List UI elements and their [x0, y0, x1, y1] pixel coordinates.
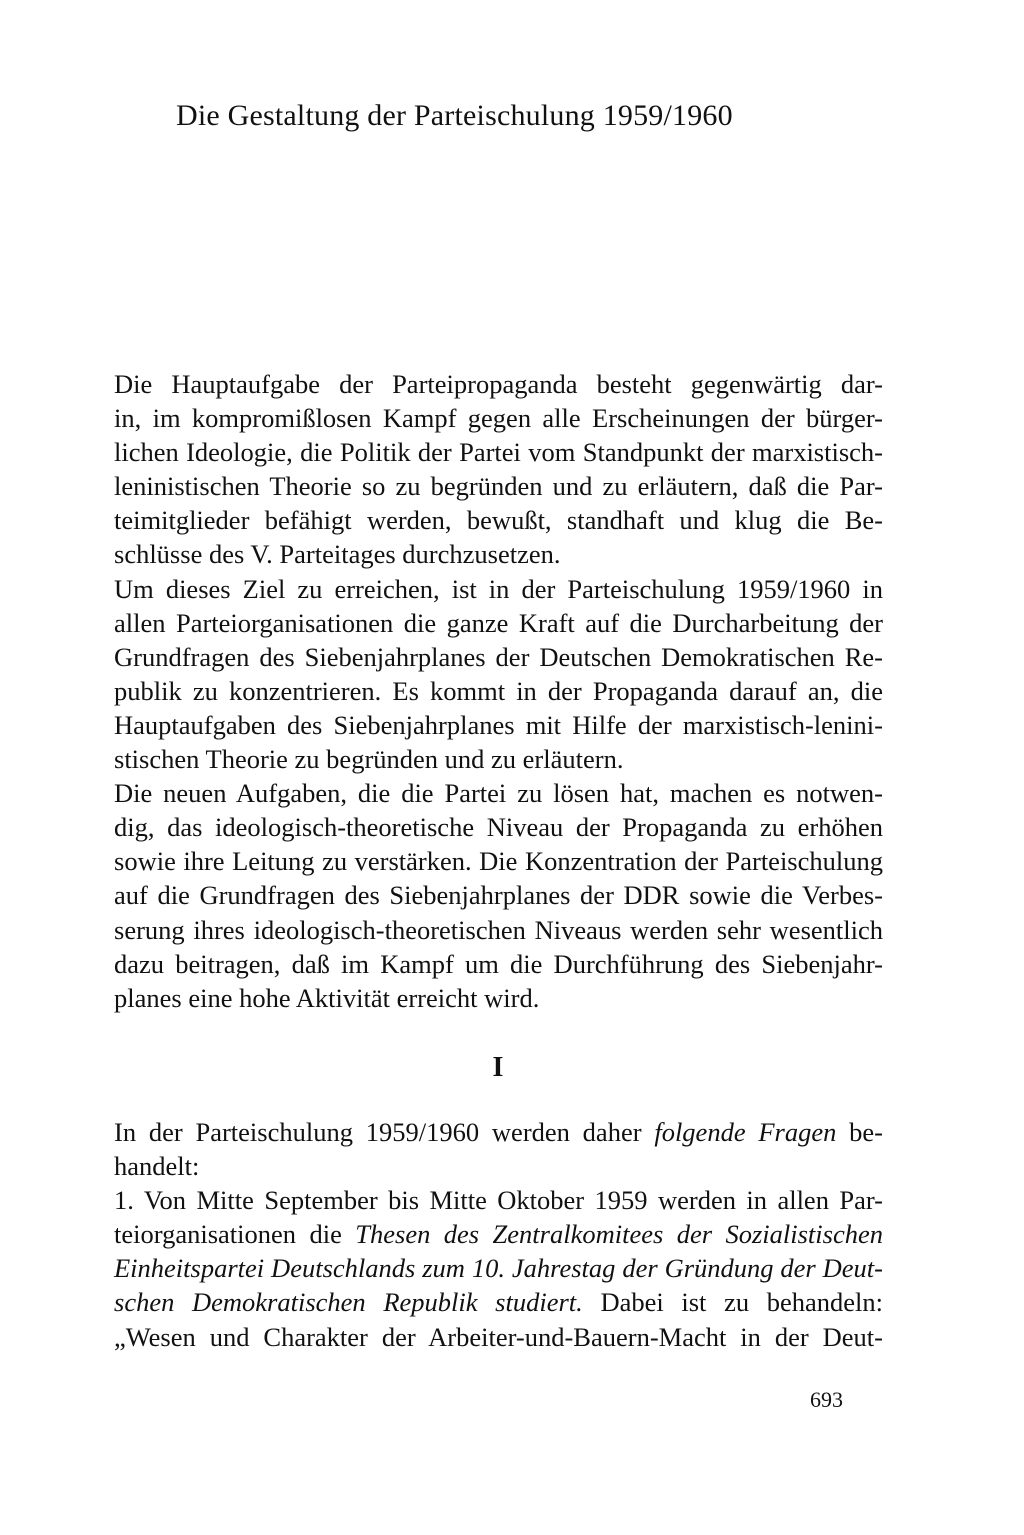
- text-line: „Wesen und Charakter der Arbeiter-und-Bauern-Macht in der Deut-: [114, 1321, 883, 1352]
- text-line: Um dieses Ziel zu erreichen, ist in der Parteischulung 1959/1960 in: [114, 573, 883, 604]
- intro-text: [114, 367, 883, 1015]
- text-line: sowie ihre Leitung zu verstärken. Die Konzentration der Parteischulung: [114, 846, 883, 877]
- text-line: planes eine hohe Aktivität erreicht wird.: [114, 982, 540, 1013]
- text-line: handelt:: [114, 1151, 200, 1182]
- page-title: Die Gestaltung der Parteischulung 1959/1960: [176, 99, 733, 132]
- section-text: [114, 1115, 883, 1354]
- text-line: schlüsse des V. Parteitages durchzusetzen.: [114, 539, 561, 570]
- text-line: leninistischen Theorie so zu begründen und zu erläutern, daß die Par-: [114, 471, 883, 502]
- text-line: 1. Von Mitte September bis Mitte Oktober 1959 werden in allen Par-: [114, 1185, 883, 1216]
- italic-phrase: Thesen des Zentralkomitees der Sozialistischen: [355, 1219, 883, 1250]
- text-line: serung ihres ideologisch-theoretischen Niveaus werden sehr wesentlich: [114, 914, 883, 945]
- italic-phrase: Einheitspartei Deutschlands zum 10. Jahrestag der Gründung der Deut-: [114, 1253, 883, 1284]
- text-line: teiorganisationen die Thesen des Zentralkomitees der Sozialistischen: [114, 1219, 883, 1250]
- text-line: publik zu konzentrieren. Es kommt in der Propaganda darauf an, die: [114, 675, 883, 706]
- text-line: dazu beitragen, daß im Kampf um die Durchführung des Siebenjahr-: [114, 948, 883, 979]
- text-line: Grundfragen des Siebenjahrplanes der Deutschen Demokratischen Re-: [114, 641, 883, 672]
- text-line: Die Hauptaufgabe der Parteipropaganda besteht gegenwärtig dar-: [114, 369, 883, 399]
- italic-phrase: folgende Fragen: [654, 1117, 837, 1147]
- text-line: Die neuen Aufgaben, die die Partei zu lösen hat, machen es notwen-: [114, 778, 883, 809]
- text-line: stischen Theorie zu begründen und zu erläutern.: [114, 744, 624, 775]
- text-line: auf die Grundfragen des Siebenjahrplanes der DDR sowie die Verbes-: [114, 880, 883, 911]
- text-line: dig, das ideologisch-theoretische Niveau der Propaganda zu erhöhen: [114, 812, 883, 843]
- text-line: [114, 1251, 883, 1285]
- text-line: Hauptaufgaben des Siebenjahrplanes mit Hilfe der marxistisch-lenini-: [114, 709, 883, 740]
- italic-phrase: schen Demokratischen Republik studiert.: [114, 1287, 583, 1318]
- text-line: in, im kompromißlosen Kampf gegen alle Erscheinungen der bürger-: [114, 403, 883, 434]
- text-line: allen Parteiorganisationen die ganze Kraft auf die Durcharbeitung der: [114, 607, 883, 638]
- text-line: schen Demokratischen Republik studiert. Dabei ist zu behandeln:: [114, 1287, 883, 1318]
- text-line: lichen Ideologie, die Politik der Partei vom Standpunkt der marxistisch-: [114, 437, 883, 468]
- text-line: teimitglieder befähigt werden, bewußt, standhaft und klug die Be-: [114, 505, 883, 536]
- page-number: 693: [810, 1387, 843, 1412]
- section-numeral: I: [492, 1052, 504, 1083]
- text-line: In der Parteischulung 1959/1960 werden daher folgende Fragen be-: [114, 1117, 883, 1147]
